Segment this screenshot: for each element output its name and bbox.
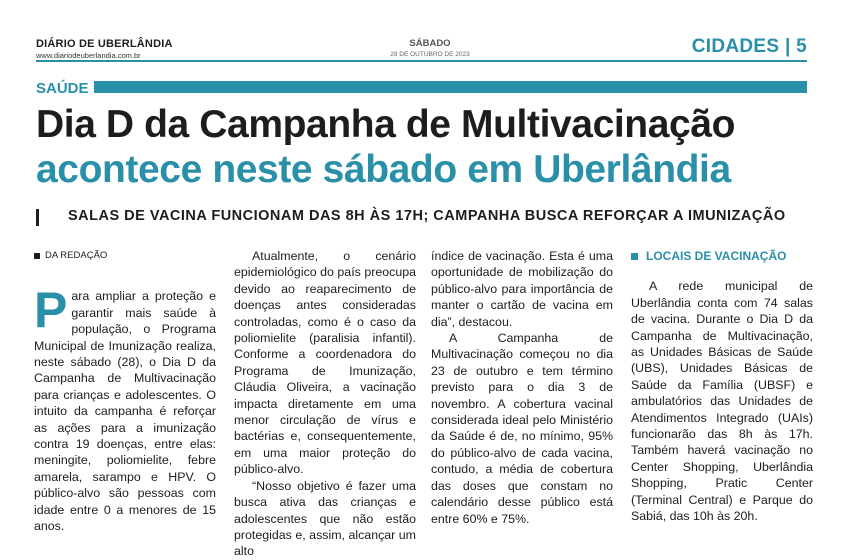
issue-day: SÁBADO [409,38,451,49]
column-1 [34,248,216,535]
newspaper-url: www.diariodeuberlandia.com.br [36,51,141,60]
hat-bar [94,81,807,93]
masthead-rule [36,60,807,62]
headline-line-1: Dia D da Campanha de Multivacinação [36,103,736,146]
box-title-text: LOCAIS DE VACINAÇÃO [646,249,787,263]
box-title [631,248,813,264]
paragraph: “Nosso objetivo é fazer uma busca ativa das crianças e adolescentes que não estão protegidas e, assim, alcançar um alto [234,478,416,559]
masthead [0,0,843,70]
column-2 [234,248,416,560]
paragraph: A Campanha de Multivacinação começou no dia 23 de outubro e tem término previsto para o dia 3 de novembro. A cobertura vacinal considerada ideal pelo Ministério da Saúde é de, no mínimo, 95% do público-alvo de cada vacina, contudo, a média de cobertura das doses que constam no calendário desse público está entre 60% e 75%. [431,331,613,526]
paragraph: índice de vacinação. Esta é uma oportunidade de mobilização do público-alvo para importância de manter o cartão de vacina em dia”, destacou. [431,249,613,329]
box-square-icon [631,253,638,260]
paragraph: Atualmente, o cenário epidemiológico do país preocupa devido ao reaparecimento de doenças antes consideradas controladas, como é o caso da poliomielite (paralisia infantil). Conforme a coordenadora do Programa de Imunização, Cláudia Oliveira, a vacinação impacta diretamente em uma menor circulação de vírus e bactérias e, consequentemente, em uma maior proteção do público-alvo. [234,249,416,477]
section-hat: SAÚDE [36,80,89,97]
paragraph [34,282,216,534]
byline-square-icon [34,253,40,259]
issue-date: 28 DE OUTUBRO DE 2023 [390,51,470,58]
section-page-label: CIDADES | 5 [691,36,807,57]
subtitle: SALAS DE VACINA FUNCIONAM DAS 8H ÀS 17H; CAMPANHA BUSCA REFORÇAR A IMUNIZAÇÃO [68,208,786,224]
drop-cap: P [34,282,68,339]
paragraph: A rede municipal de Uberlândia conta com 74 salas de vacina. Durante o Dia D da Campanha de Multivacinação, as Unidades Básicas de Saúde (UBS), Unidades Básicas de Saúde da Família (UBSF) e ambulatórios das Unidades de Atendimentos Integrado (UAIs) funcionarão das 8h às 17h. Também haverá vacinação no Center Shopping, Uberlândia Shopping, Pratic Center (Terminal Central) e Parque do Sabiá, das 10h às 20h. [631,279,813,524]
newspaper-name: DIÁRIO DE UBERLÂNDIA [36,38,173,50]
byline-text: DA REDAÇÃO [45,250,108,261]
byline [34,248,216,264]
column-4 [631,248,813,525]
headline [36,102,826,192]
subtitle-bar [36,209,39,226]
paragraph-text: ara ampliar a proteção e garantir mais saúde à população, o Programa Municipal de Imunização realiza, neste sábado (28), o Dia D da Campanha de Multivacinação para crianças e adolescentes. O intuito da campanha é reforçar as ações para a imunização contra 19 doenças, entre elas: meningite, poliomielite, febre amarela, sarampo e HPV. O público-alvo são pessoas com idade entre 0 a menores de 15 anos. [34,289,216,534]
headline-line-2: acontece neste sábado em Uberlândia [36,148,731,191]
column-3 [431,248,613,527]
